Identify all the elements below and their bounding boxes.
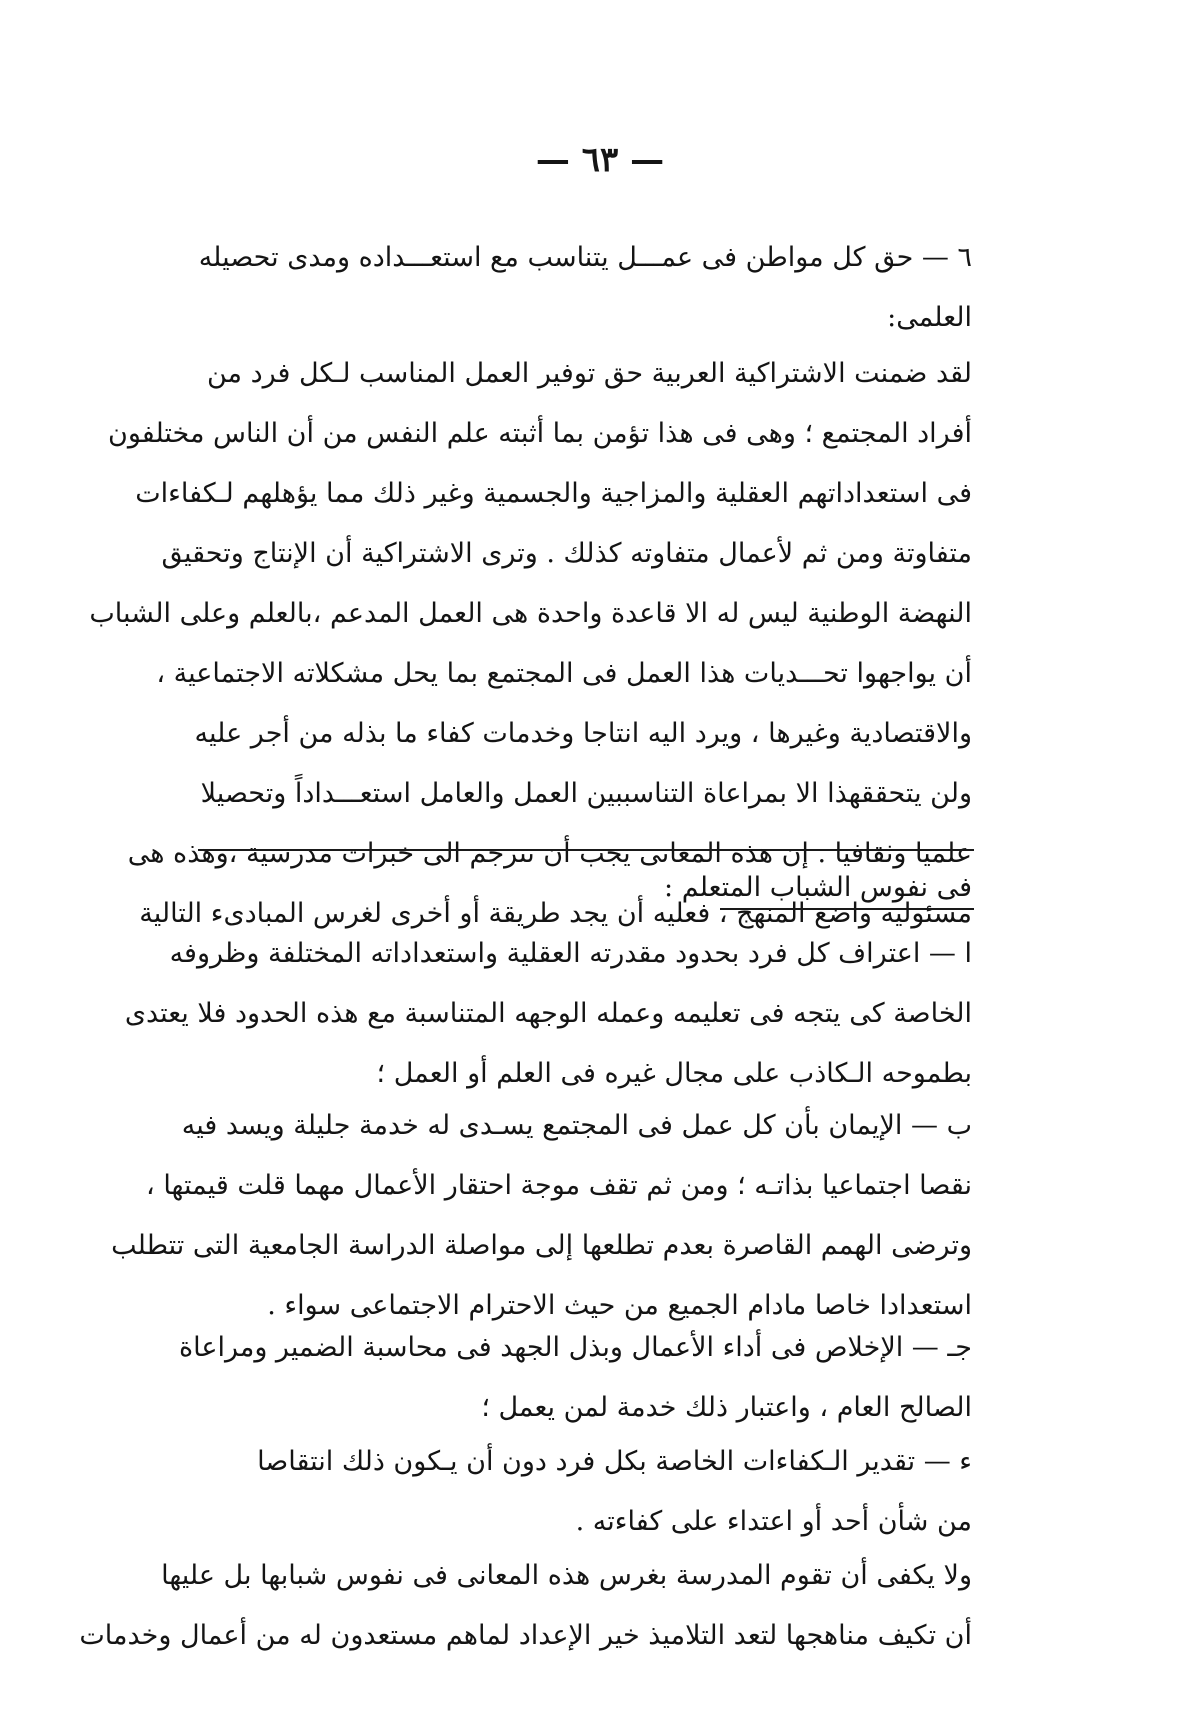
paragraph-line: أن يواجهوا تحـــديات هذا العمل فى المجتمع بما يحل مشكلاته الاجتماعية ، xyxy=(156,658,972,689)
list-item-line: ء — تقدير الـكفاءات الخاصة بكل فرد دون أن يـكون ذلك انتقاصا xyxy=(257,1446,972,1477)
list-item-d xyxy=(192,1432,972,1552)
heading-line: ٦ — حق كل مواطن فى عمـــل يتناسب مع استعـــداده ومدى تحصيله xyxy=(198,242,972,273)
heading-line: العلمى: xyxy=(887,302,972,333)
paragraph-line: أن تكيف مناهجها لتعد التلاميذ خير الإعداد لماهم مستعدون له من أعمال وخدمات xyxy=(79,1620,972,1651)
paragraph-line: والاقتصادية وغيرها ، ويرد اليه انتاجا وخدمات كفاء ما بذله من أجر عليه xyxy=(194,718,972,749)
list-item-line: ا — اعتراف كل فرد بحدود مقدرته العقلية واستعداداته المختلفة وظروفه xyxy=(169,938,972,969)
paragraph-line: ولن يتحققهذا الا بمراعاة التناسببين العمل والعامل استعـــداداً وتحصيلا xyxy=(200,778,972,809)
list-item-line: استعدادا خاصا مادام الجميع من حيث الاحترام الاجتماعى سواء . xyxy=(267,1290,972,1321)
final-paragraph xyxy=(79,1546,972,1666)
list-item-line: وترضى الهمم القاصرة بعدم تطلعها إلى مواصلة الدراسة الجامعية التى تتطلب xyxy=(111,1230,972,1261)
paragraph-line: فى استعداداتهم العقلية والمزاجية والجسمية وغير ذلك مما يؤهلهم لـكفاءات xyxy=(135,478,972,509)
paragraph-line: مسئولية واضع المنهج ، فعليه أن يجد طريقة أو أخرى لغرس المبادىء التالية xyxy=(139,898,972,929)
list-item-line: من شأن أحد أو اعتداء على كفاءته . xyxy=(575,1506,972,1537)
page-number: — ٦٣ — xyxy=(535,140,665,180)
closing-phrase-text: فى نفوس الشباب المتعلم : xyxy=(664,872,972,903)
paragraph-line: ولا يكفى أن تقوم المدرسة بغرس هذه المعانى فى نفوس شبابها بل عليها xyxy=(161,1560,972,1591)
list-item-line: نقصا اجتماعيا بذاتـه ؛ ومن ثم تقف موجة احتقار الأعمال مهما قلت قيمتها ، xyxy=(146,1170,972,1201)
paragraph-line: النهضة الوطنية ليس له الا قاعدة واحدة هى العمل المدعم ،بالعلم وعلى الشباب xyxy=(89,598,972,629)
horizontal-rule xyxy=(198,849,974,851)
list-item-line: الخاصة كى يتجه فى تعليمه وعمله الوجهه المتناسبة مع هذه الحدود فلا يعتدى xyxy=(124,998,972,1029)
list-item-line: بطموحه الـكاذب على مجال غيره فى العلم أو العمل ؛ xyxy=(376,1058,972,1089)
section-heading xyxy=(192,228,972,348)
list-item-line: ب — الإيمان بأن كل عمل فى المجتمع يسـدى له خدمة جليلة ويسد فيه xyxy=(181,1110,972,1141)
paragraph-line: أفراد المجتمع ؛ وهى فى هذا تؤمن بما أثبته علم النفس من أن الناس مختلفون xyxy=(108,418,972,449)
paragraph-line: لقد ضمنت الاشتراكية العربية حق توفير العمل المناسب لـكل فرد من xyxy=(206,358,972,389)
paragraph-line: متفاوتة ومن ثم لأعمال متفاوته كذلك . وترى الاشتراكية أن الإنتاج وتحقيق xyxy=(161,538,972,569)
list-item-a xyxy=(124,924,972,1104)
list-item-line: الصالح العام ، واعتبار ذلك خدمة لمن يعمل ؛ xyxy=(481,1392,972,1423)
closing-phrase-underline xyxy=(720,908,974,910)
list-item-b xyxy=(111,1096,972,1336)
list-item-c xyxy=(178,1318,972,1438)
list-item-line: جـ — الإخلاص فى أداء الأعمال وبذل الجهد فى محاسبة الضمير ومراعاة xyxy=(178,1332,972,1363)
intro-paragraph xyxy=(89,344,972,944)
paragraph-line: علميا وثقافيا . إن هذه المعانى يجب أن تترجم الى خبرات مدرسية ،وهذه هى xyxy=(127,838,972,869)
